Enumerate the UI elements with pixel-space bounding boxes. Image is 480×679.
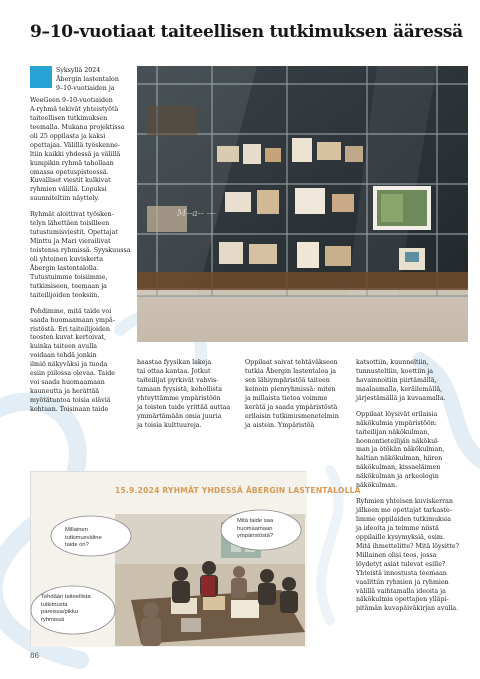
text-column-4 — [356, 359, 470, 621]
text-line: Åbergin lastentalon — [56, 75, 119, 83]
text-line: sen lähiympäristöä taiteen — [245, 376, 330, 384]
text-line: haastaa fyysikan lakeja — [137, 359, 212, 366]
text-line: näkökulman ja arkeologin — [356, 473, 439, 481]
text-line: katsottiin, kuunneltiin, — [356, 359, 429, 366]
text-line: tai ottaa kantaa. Jotkut — [137, 367, 211, 375]
text-line: Åbergin lastentalolla. — [30, 264, 99, 272]
text-line: ltiin kaikki yhdessä ja välillä — [30, 150, 121, 158]
bubble-line: Tehdään taiteellista — [41, 594, 91, 600]
text-line: keinoin pienryhmissä: miten — [245, 385, 336, 393]
text-line: Millainen olisi teos, jossa — [356, 551, 437, 559]
text-column-3 — [245, 359, 353, 438]
text-line: myötätuntoa toisia eläviä — [30, 397, 111, 404]
text-line: oli 25 oppilasta ja kaksi — [30, 132, 106, 140]
bubble-line: ryhmissä — [41, 616, 65, 623]
text-line: hoonontieteilijän näkökul- — [356, 437, 440, 445]
article-title: 9–10-vuotiaat taiteellisen tutkimuksen ääressä — [30, 22, 463, 42]
text-line: ryhmien välillä. Lopuksi — [30, 186, 107, 194]
text-line: Tutustuimme toisiimme, — [30, 273, 108, 281]
paragraph-2 — [30, 211, 134, 300]
text-line: näkökulmia opettajien ylläpi- — [356, 596, 449, 604]
paragraph-7 — [356, 411, 470, 491]
text-line: vaalittiin ryhmien ja ryhmien — [356, 578, 449, 586]
text-line: toistensa ryhmissä. Syyskuussa — [30, 247, 131, 254]
text-line: ja millaista tietoa voimme — [245, 394, 328, 402]
text-line: Ryhmien yhteisen kuviskerran — [356, 498, 453, 506]
text-line: taiteilijoiden teoksiin. — [30, 291, 100, 299]
text-line: ymmärtämään omia juuria — [137, 412, 222, 420]
text-line: kuinka taiteen avulla — [30, 343, 97, 351]
text-line: haltian näkökulman, hiiren — [356, 455, 443, 463]
text-line: erilaisin tutkimusmenetelmin — [245, 412, 339, 420]
text-line: näkökulmia ympäristöön: — [356, 419, 437, 427]
text-line: tamaan fyysistä, kehollista — [137, 385, 222, 393]
text-line: opettajaa. Välillä työskenne- — [30, 141, 120, 149]
text-line: A-ryhmä tekivät yhteistyötä — [30, 105, 119, 113]
text-line: kerätä ja saada ympäristöstä — [245, 403, 338, 411]
text-line: saada huomaamaan ympä- — [30, 316, 115, 324]
text-column-2 — [137, 359, 241, 438]
paragraph-3 — [30, 308, 134, 415]
text-line: voi saada huomaamaan — [30, 379, 105, 387]
text-line: ristöstä. Eri taiteilijoiden — [30, 325, 110, 333]
speech-bubble-left-top — [65, 527, 123, 550]
text-line: Yhteistä innostusta teemaan — [356, 569, 447, 577]
text-line: taiteilijan näkökulman, — [356, 428, 430, 436]
bubble-line: huomaamaan — [237, 525, 273, 532]
text-line: man ja ötökän näkökulman, — [356, 446, 445, 454]
page-number: 86 — [30, 652, 39, 660]
display-cabinet-illustration — [137, 66, 468, 342]
text-line: Ryhmät aloittivat työsken- — [30, 211, 114, 219]
intro-paragraph — [30, 97, 134, 204]
text-line: tutustumisviestit. Opettajat — [30, 229, 118, 237]
paragraph-8 — [356, 498, 470, 614]
text-line: löydetyt asiat tulevat esille? — [356, 560, 446, 568]
text-line: välillä vaihtamalla ideoita ja — [356, 587, 446, 595]
text-line: Oppilaat saivat tehtäväkseen — [245, 359, 338, 366]
bubble-line: tutkimusväline — [65, 534, 102, 541]
text-line: maalaamalla, keräilemällä, — [356, 385, 443, 393]
group-workshop-photo — [30, 471, 361, 646]
text-line: limme oppilaiden tutkimuksia — [356, 516, 451, 523]
text-line: 9–10-vuotiaiden ja — [56, 84, 115, 92]
paragraph-6 — [356, 359, 470, 404]
text-line: WeeGeen 9–10-vuotiaiden — [30, 97, 113, 104]
workshop-banner-text: 15.9.2024 RYHMÄT YHDESSÄ ÅBERGIN LASTENTALOLLA — [115, 486, 361, 495]
bubble-line: Millainen — [65, 527, 88, 533]
text-line: Mitä ihmettelitte? Mitä löysitte? — [356, 542, 460, 550]
text-line: esiin piilossa olevaa. Taide — [30, 370, 115, 378]
bubble-line: tutkimusta — [41, 601, 68, 608]
accent-square — [30, 66, 52, 88]
bubble-line: taide on? — [65, 542, 89, 549]
text-line: omassa opetuspisteessä. — [30, 168, 109, 176]
glass-reflection-text: M--a-- --- — [177, 209, 216, 219]
text-line: ja ideoita ja teimme niistä — [356, 524, 439, 532]
text-line: teemalla. Mukana projektissa — [30, 123, 125, 131]
bubble-line: ympäristöstä? — [237, 533, 274, 540]
text-line: Syksyllä 2024 — [56, 67, 101, 74]
bubble-line: pareissa/pikku — [41, 609, 79, 616]
text-line: taiteilijat pyrkivät vahvis- — [137, 376, 219, 384]
text-line: oppilaille kysymyksiä, esim. — [356, 533, 445, 541]
text-line: ilmiö näkyväksi ja tuoda — [30, 361, 108, 369]
paragraph-4 — [137, 359, 241, 431]
text-line: Minttu ja Mari vierailivat — [30, 238, 111, 246]
text-line: näkökulman. — [356, 482, 398, 490]
text-line: Kuvalliset viestit kulkivat — [30, 177, 111, 185]
speech-bubble-right-top — [237, 518, 299, 541]
text-line: oli yhteinen kuviskerta — [30, 255, 104, 263]
speech-bubble-left-bottom — [41, 594, 111, 624]
text-column-1 — [56, 67, 134, 101]
text-line: tutkia Åbergin lastentaloa ja — [245, 367, 336, 375]
intro-paragraph-top — [56, 67, 134, 94]
bubble-line: Mitä taide saa — [237, 518, 274, 524]
text-line: voidaan tehdä jonkin — [30, 352, 97, 360]
text-line: järjestämällä ja kuvaamalla. — [356, 394, 446, 402]
text-line: tunnusteltiin, koettiin ja — [356, 367, 434, 375]
text-line: ja aistein. Ympäristöä — [245, 421, 315, 429]
text-line: Pohdimme, mitä taide voi — [30, 307, 112, 315]
text-line: pitämän kuvapäiväkirjan avulla. — [356, 605, 459, 613]
text-line: kauneutta ja herättää — [30, 388, 100, 396]
text-line: kumpikin ryhmä tahollaan — [30, 159, 114, 167]
text-line: kohtaan. Toisinaan taide — [30, 405, 109, 413]
paragraph-5 — [245, 359, 353, 431]
text-line: Oppilaat löysivät erilaisia — [356, 410, 438, 418]
text-line: ja toisten taide yrittää auttaa — [137, 403, 231, 411]
text-line: näkökulman, kissaeläimen — [356, 464, 441, 472]
text-line: yhteyttämme ympäristöön — [137, 394, 221, 402]
display-cabinet-photo — [137, 66, 468, 342]
text-column-1-lower — [30, 97, 134, 422]
text-line: jälkeen me opettajat tarkaste- — [356, 507, 452, 515]
text-line: taiteellisen tutkimuksen — [30, 114, 108, 122]
text-line: suunniteltiin näyttely. — [30, 195, 100, 203]
text-line: havainnoitiin piirtämällä, — [356, 376, 437, 384]
text-line: tutkimiseen, teemaan ja — [30, 282, 107, 290]
text-line: telyn lähettäen toisilleen — [30, 220, 110, 228]
text-line: teosten kuvat kertoivat, — [30, 334, 107, 342]
text-line: ja toisia kulttuureja. — [137, 421, 202, 429]
